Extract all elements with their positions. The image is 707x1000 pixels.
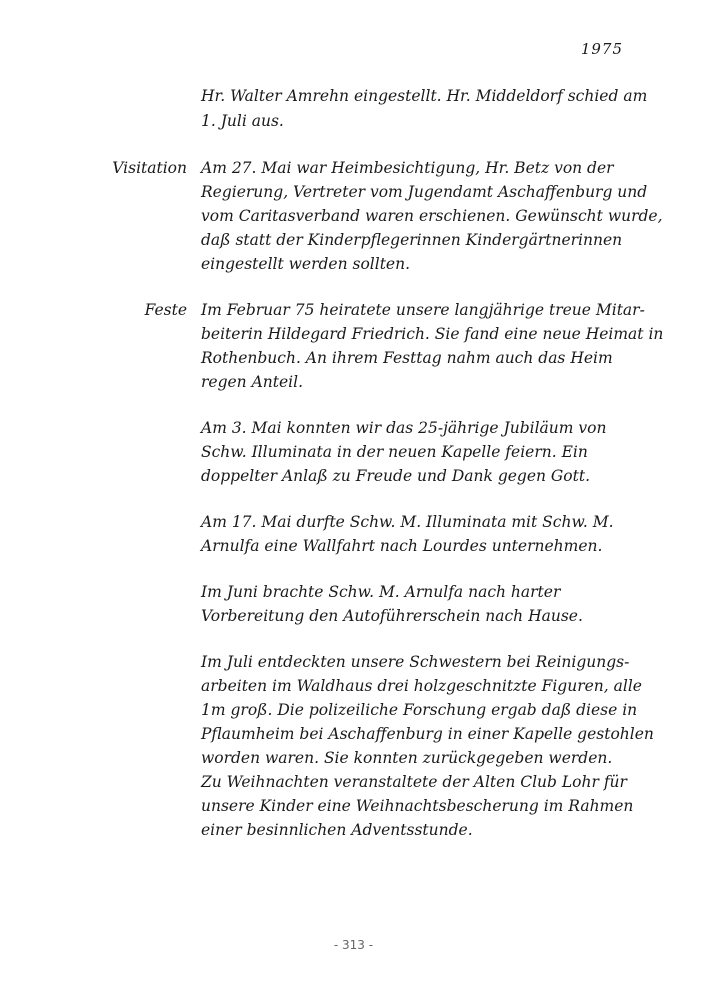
text-line: Hr. Walter Amrehn eingestellt. Hr. Middeldorf schied am <box>201 87 648 105</box>
text-line: einer besinnlichen Adventsstunde. <box>201 821 473 839</box>
text-line: Im Februar 75 heiratete unsere langjährige treue Mitar- <box>201 301 645 319</box>
text-line: Zu Weihnachten veranstaltete der Alten Club Lohr für <box>201 773 627 791</box>
text-line: vom Caritasverband waren erschienen. Gewünscht wurde, <box>201 207 663 225</box>
text-line: Im Juli entdeckten unsere Schwestern bei Reinigungs- <box>201 653 630 671</box>
text-line: regen Anteil. <box>201 373 304 391</box>
text-line: Im Juni brachte Schw. M. Arnulfa nach harter <box>201 583 561 601</box>
text-line: Arnulfa eine Wallfahrt nach Lourdes unternehmen. <box>201 537 603 555</box>
text-line: Regierung, Vertreter vom Jugendamt Aschaffenburg und <box>201 183 648 201</box>
text-line: Am 3. Mai konnten wir das 25-jährige Jubiläum von <box>201 419 607 437</box>
margin-label-feste: Feste <box>144 301 187 319</box>
margin-label-visitation: Visitation <box>112 159 187 177</box>
text-line: 1m groß. Die polizeiliche Forschung ergab daß diese in <box>201 701 638 719</box>
text-line: worden waren. Sie konnten zurückgegeben werden. <box>201 749 613 767</box>
text-line: Rothenbuch. An ihrem Festtag nahm auch das Heim <box>201 349 613 367</box>
text-line: 1. Juli aus. <box>201 112 284 130</box>
text-line: Schw. Illuminata in der neuen Kapelle feiern. Ein <box>201 443 588 461</box>
text-line: eingestellt werden sollten. <box>201 255 411 273</box>
text-line: doppelter Anlaß zu Freude und Dank gegen Gott. <box>201 467 591 485</box>
year-header: 1975 <box>580 40 623 58</box>
text-line: Am 27. Mai war Heimbesichtigung, Hr. Betz von der <box>201 159 614 177</box>
text-line: daß statt der Kinderpflegerinnen Kindergärtnerinnen <box>201 231 623 249</box>
text-line: Am 17. Mai durfte Schw. M. Illuminata mit Schw. M. <box>201 513 614 531</box>
text-line: Vorbereitung den Autoführerschein nach Hause. <box>201 607 583 625</box>
page-number: - 313 - <box>333 938 374 952</box>
text-line: arbeiten im Waldhaus drei holzgeschnitzte Figuren, alle <box>201 677 642 695</box>
text-line: Pflaumheim bei Aschaffenburg in einer Kapelle gestohlen <box>201 725 654 743</box>
text-line: beiterin Hildegard Friedrich. Sie fand eine neue Heimat in <box>201 325 664 343</box>
text-line: unsere Kinder eine Weihnachtsbescherung im Rahmen <box>201 797 634 815</box>
